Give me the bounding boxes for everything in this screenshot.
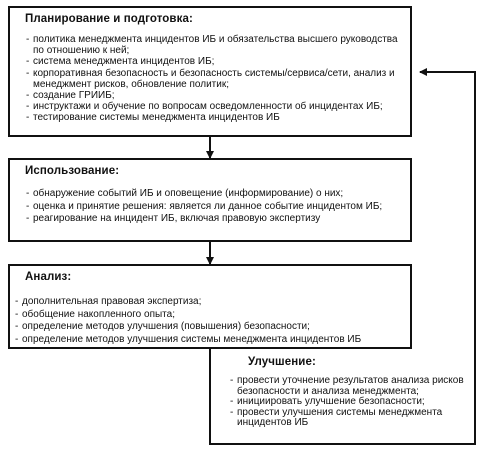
analysis-list — [15, 296, 405, 346]
planning-list — [26, 34, 404, 124]
planning-title: Планирование и подготовка: — [25, 13, 193, 25]
list-item: - корпоративная безопасность и безопасность системы/сервиса/сети, анализ и менеджмент рисков, обновление политик; — [26, 67, 395, 90]
list-item: - создание ГРИИБ; — [26, 90, 115, 102]
list-item: - определение методов улучшения (повышения) безопасности; — [15, 321, 310, 332]
list-item: - обобщение накопленного опыта; — [15, 308, 175, 320]
usage-box — [8, 158, 412, 242]
improvement-block — [226, 352, 470, 442]
list-item: - инструктажи и обучение по вопросам осведомленности об инцидентах ИБ; — [26, 101, 383, 113]
improvement-list — [230, 376, 466, 429]
list-item: - инициировать улучшение безопасности; — [230, 396, 425, 408]
list-item: - политика менеджмента инцидентов ИБ и обязательства высшего руководства по отношению к ней; — [26, 34, 398, 57]
list-item: - реагирование на инцидент ИБ, включая правовую экспертизу — [26, 213, 321, 224]
list-item: - система менеджмента инцидентов ИБ; — [26, 56, 215, 68]
list-item: - провести уточнение результатов анализа рисков безопасности и анализа менеджмента; — [230, 375, 464, 397]
list-item: - оценка и принятие решения: является ли данное событие инцидентом ИБ; — [26, 200, 383, 212]
list-item: - провести улучшения системы менеджмента инцидентов ИБ — [230, 406, 443, 429]
usage-list — [26, 188, 404, 226]
list-item: - дополнительная правовая экспертиза; — [15, 296, 202, 307]
planning-box — [8, 6, 412, 137]
analysis-title: Анализ: — [25, 271, 72, 283]
improvement-title: Улучшение: — [248, 356, 316, 368]
list-item: - определение методов улучшения системы менеджмента инцидентов ИБ — [15, 333, 362, 345]
list-item: - обнаружение событий ИБ и оповещение (информирование) о них; — [26, 188, 344, 199]
usage-title: Использование: — [25, 165, 120, 177]
analysis-box — [8, 264, 412, 349]
list-item: - тестирование системы менеджмента инцидентов ИБ — [26, 112, 280, 124]
